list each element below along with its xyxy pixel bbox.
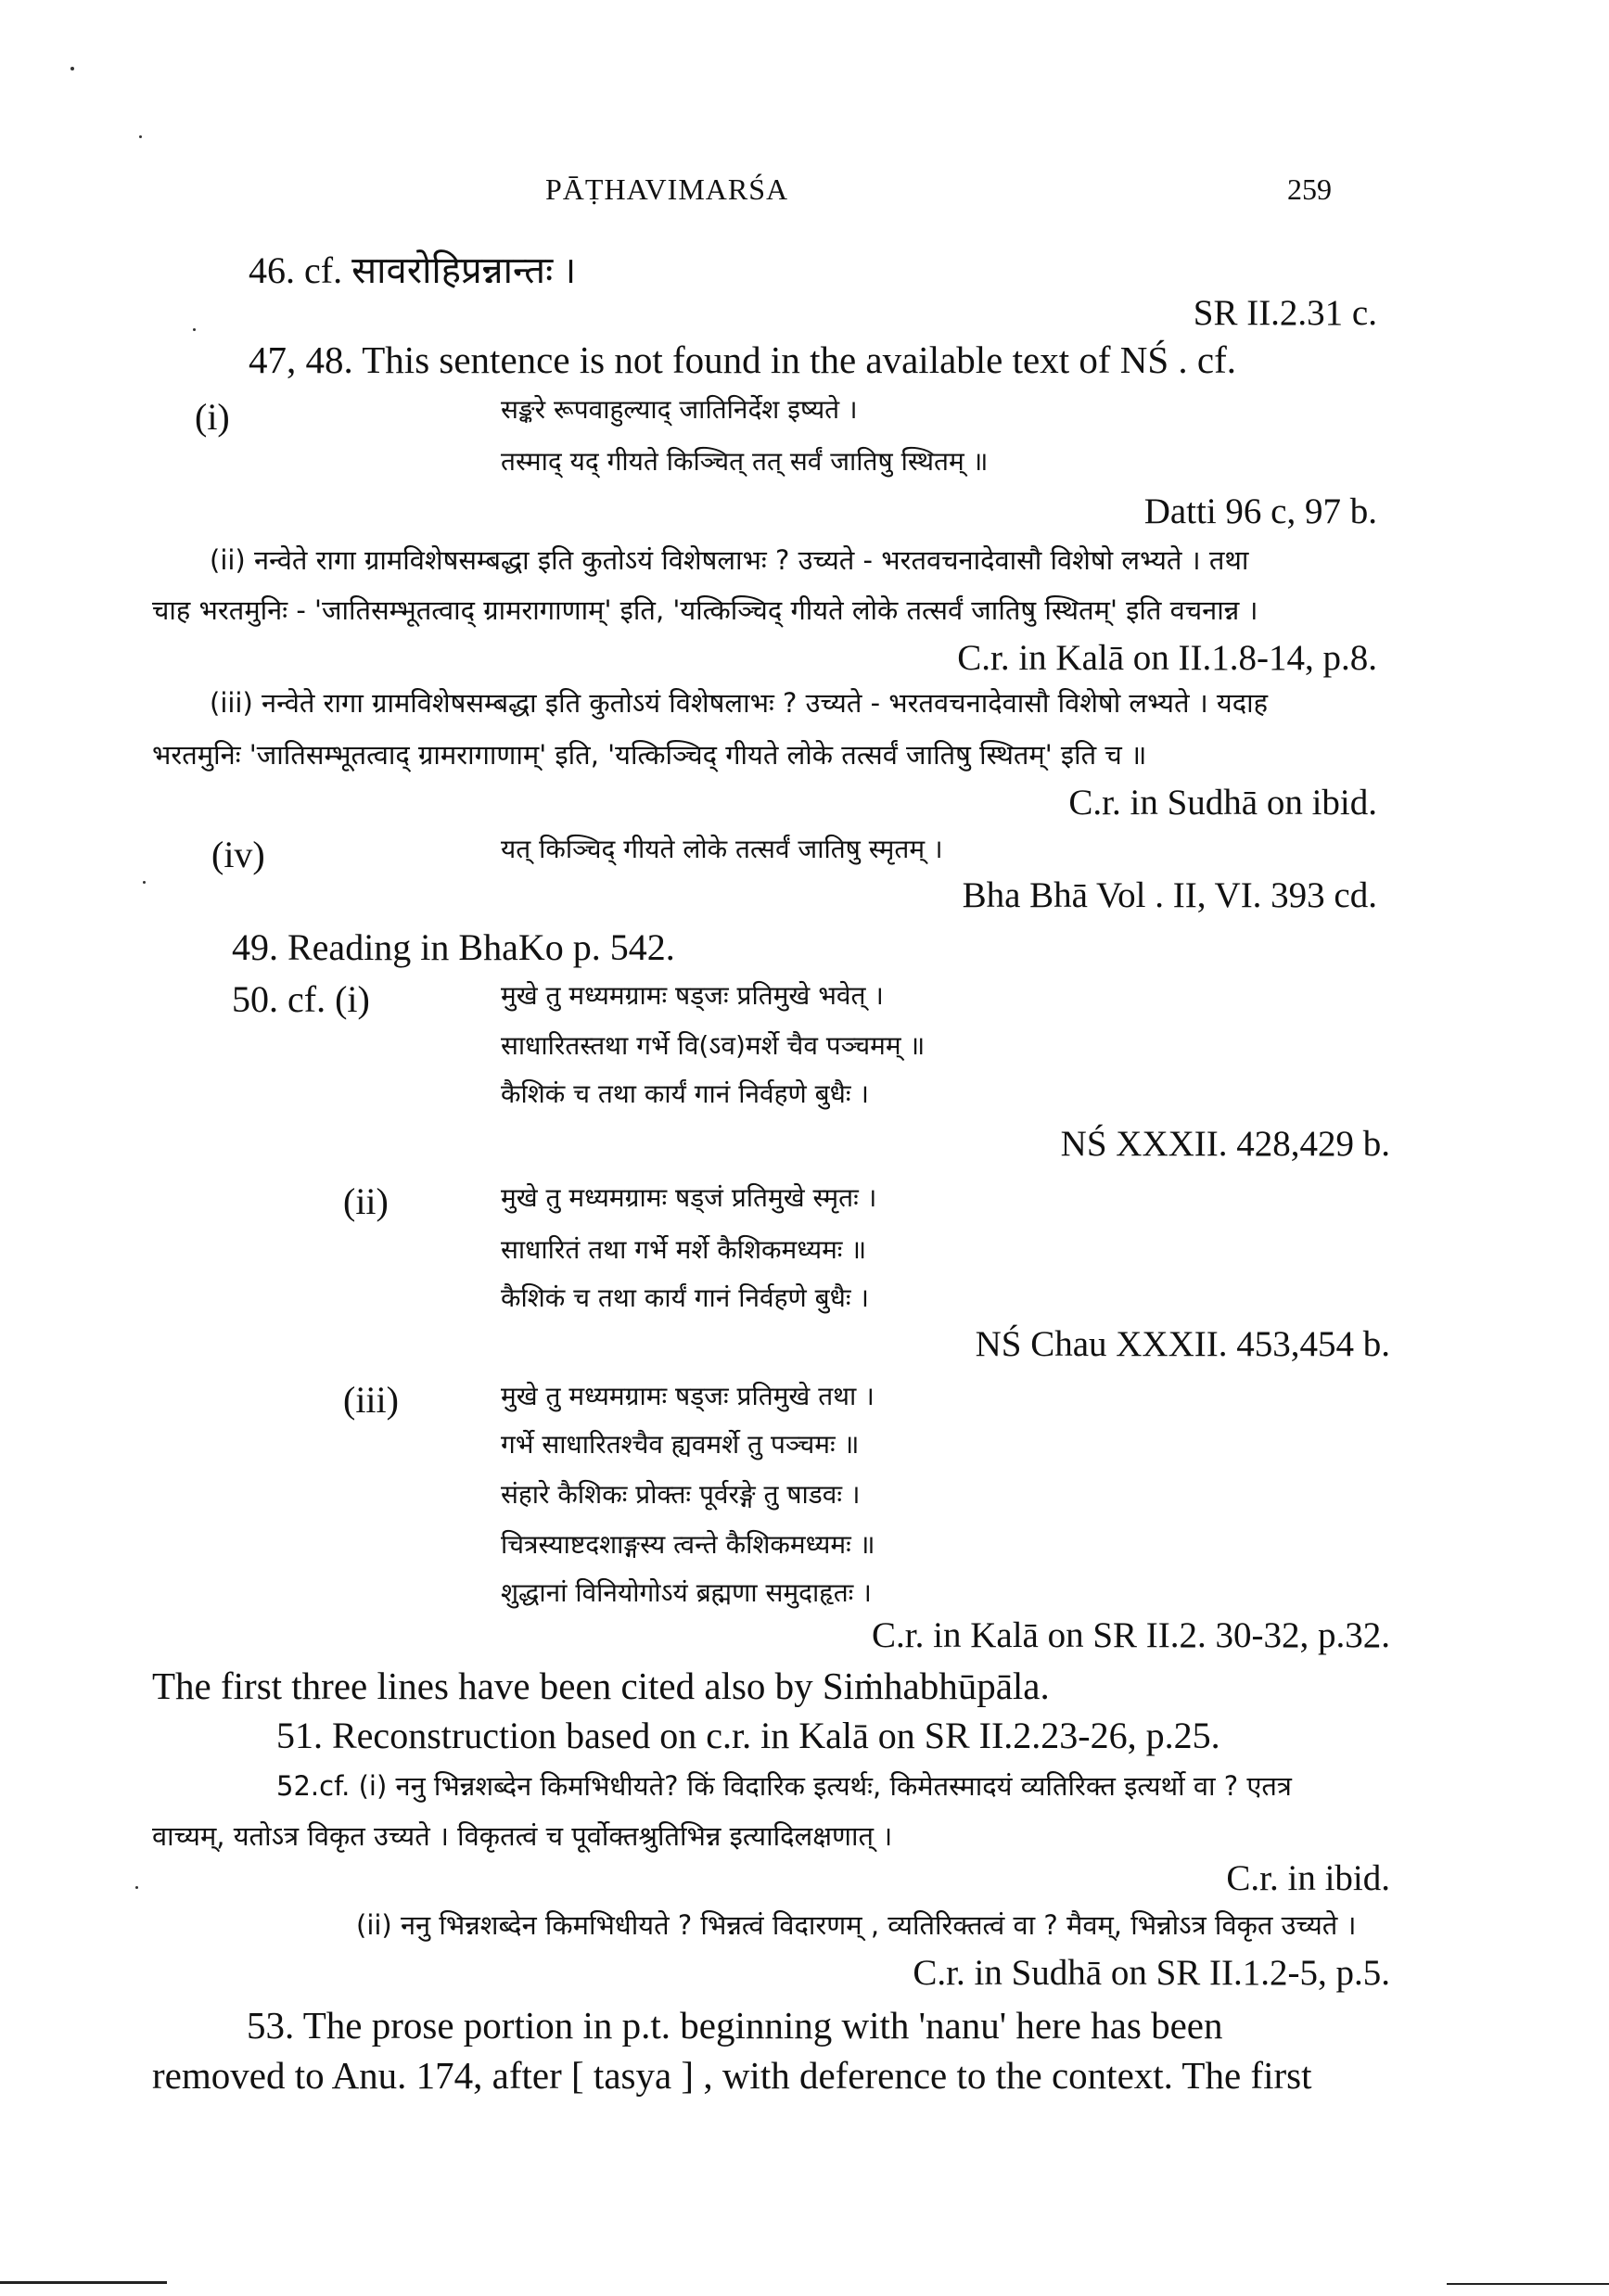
note-47-48: 47, 48. This sentence is not found in the available text of NŚ . cf. xyxy=(249,338,1237,381)
scan-speck xyxy=(70,67,74,70)
note-50-label: 50. cf. (i) xyxy=(232,978,370,1020)
note-52-ii-line: (ii) ननु भिन्नशब्देन किमभिधीयते ? भिन्नत्वं विदारणम् , व्यतिरिक्तत्वं वा ? मैवम्, भिन्नोऽत्र विकृत उच्यते । xyxy=(356,1909,1357,1941)
note-47-ii-line1: (ii) नन्वेते रागा ग्रामविशेषसम्बद्धा इति कुतोऽयं विशेषलाभः ? उच्यते - भरतवचनादेवासौ विशेषो लभ्यते । तथा xyxy=(210,544,1249,576)
note-47-iii-line2: भरतमुनिः 'जातिसम्भूतत्वाद् ग्रामरागाणाम्' इति, 'यत्किञ्चिद् गीयते लोके तत्सर्वं जातिषु स्थितम्' इति च ॥ xyxy=(152,739,1147,771)
note-46: 46. cf. सावरोहिप्रन्नान्तः । xyxy=(249,249,577,291)
note-47-iii-citation: C.r. in Sudhā on ibid. xyxy=(1068,783,1377,823)
scan-speck xyxy=(193,328,196,331)
note-47-iv-citation: Bha Bhā Vol . II, VI. 393 cd. xyxy=(962,875,1377,915)
note-47-label-i: (i) xyxy=(195,396,230,438)
note-49: 49. Reading in BhaKo p. 542. xyxy=(232,926,675,968)
note-52-citation-2: C.r. in Sudhā on SR II.1.2-5, p.5. xyxy=(913,1953,1390,1993)
note-47-i-line1: सङ्करे रूपवाहुल्याद् जातिनिर्देश इष्यते । xyxy=(501,394,858,425)
note-52-line2: वाच्यम्, यतोऽत्र विकृत उच्यते । विकृतत्वं च पूर्वोक्तश्रुतिभिन्न इत्यादिलक्षणात् । xyxy=(152,1820,893,1852)
note-50-iii-line1: मुखे तु मध्यमग्रामः षड्जः प्रतिमुखे तथा । xyxy=(501,1381,875,1411)
note-50-i-line3: कैशिकं च तथा कार्यं गानं निर्वहणे बुधैः । xyxy=(501,1078,869,1109)
note-50-iii-citation: C.r. in Kalā on SR II.2. 30-32, p.32. xyxy=(872,1615,1390,1655)
note-47-label-iv: (iv) xyxy=(211,834,265,875)
note-50-iii-line4: चित्रस्याष्टदशाङ्गस्य त्वन्ते कैशिकमध्यमः ॥ xyxy=(501,1529,875,1560)
running-header-title: PĀṬHAVIMARŚA xyxy=(545,172,789,206)
note-51: 51. Reconstruction based on c.r. in Kalā on SR II.2.23-26, p.25. xyxy=(276,1715,1220,1756)
note-50-ii-citation: NŚ Chau XXXII. 453,454 b. xyxy=(975,1324,1390,1364)
note-47-ii-citation: C.r. in Kalā on II.1.8-14, p.8. xyxy=(957,638,1377,678)
note-50-ii-line1: मुखे तु मध्यमग्रामः षड्जं प्रतिमुखे स्मृतः । xyxy=(501,1182,877,1213)
note-47-ii-line2: चाह भरतमुनिः - 'जातिसम्भूतत्वाद् ग्रामरागाणाम्' इति, 'यत्किञ्चिद् गीयते लोके तत्सर्वं जातिषु स्थितम्' इति वचनान्न । xyxy=(152,594,1258,626)
page-number: 259 xyxy=(1287,172,1332,206)
note-50-i-line2: साधारितस्तथा गर्भे वि(ऽव)मर्शे चैव पञ्चमम् ॥ xyxy=(501,1030,926,1061)
note-52-line1: 52.cf. (i) ननु भिन्नशब्देन किमभिधीयते? किं विदारिक इत्यर्थः, किमेतस्मादयं व्यतिरिक्त इत्यर्थो वा ? एतत्र xyxy=(276,1770,1292,1802)
scan-edge-line xyxy=(1447,2283,1609,2285)
note-50-label-ii: (ii) xyxy=(343,1180,389,1222)
note-50-iii-line2: गर्भे साधारितश्चैव ह्यवमर्शे तु पञ्चमः ॥ xyxy=(501,1429,860,1460)
note-50-remark: The first three lines have been cited also by Siṁhabhūpāla. xyxy=(152,1665,1050,1707)
note-47-i-citation: Datti 96 c, 97 b. xyxy=(1143,491,1377,531)
note-47-iii-line1: (iii) नन्वेते रागा ग्रामविशेषसम्बद्धा इति कुतोऽयं विशेषलाभः ? उच्यते - भरतवचनादेवासौ विशेषो लभ्यते । यदाह xyxy=(210,687,1269,719)
scan-speck xyxy=(135,1886,138,1889)
note-50-ii-line2: साधारितं तथा गर्भे मर्शे कैशिकमध्यमः ॥ xyxy=(501,1234,867,1265)
note-50-ii-line3: कैशिकं च तथा कार्यं गानं निर्वहणे बुधैः । xyxy=(501,1282,869,1313)
note-52-citation-1: C.r. in ibid. xyxy=(1226,1858,1390,1898)
scan-edge-line xyxy=(0,2281,167,2284)
note-47-i-line2: तस्माद् यद् गीयते किञ्चित् तत् सर्वं जातिषु स्थितम् ॥ xyxy=(501,446,989,477)
note-46-citation: SR II.2.31 c. xyxy=(1193,293,1377,333)
scan-speck xyxy=(139,135,142,138)
note-50-i-citation: NŚ XXXII. 428,429 b. xyxy=(1060,1124,1390,1164)
note-50-label-iii: (iii) xyxy=(343,1379,399,1421)
note-53-line2: removed to Anu. 174, after [ tasya ] , with deference to the context. The first xyxy=(152,2054,1312,2097)
note-50-iii-line3: संहारे कैशिकः प्रोक्तः पूर्वरङ्गे तु षाडवः । xyxy=(501,1479,861,1510)
scan-speck xyxy=(143,881,146,884)
note-53-line1: 53. The prose portion in p.t. beginning with 'nanu' here has been xyxy=(247,2004,1223,2047)
note-47-iv-line: यत् किञ्चिद् गीयते लोके तत्सर्वं जातिषु स्मृतम् । xyxy=(501,834,943,864)
note-50-iii-line5: शुद्धानां विनियोगोऽयं ब्रह्मणा समुदाहृतः । xyxy=(501,1577,872,1608)
note-50-i-line1: मुखे तु मध्यमग्रामः षड्जः प्रतिमुखे भवेत् । xyxy=(501,980,884,1011)
